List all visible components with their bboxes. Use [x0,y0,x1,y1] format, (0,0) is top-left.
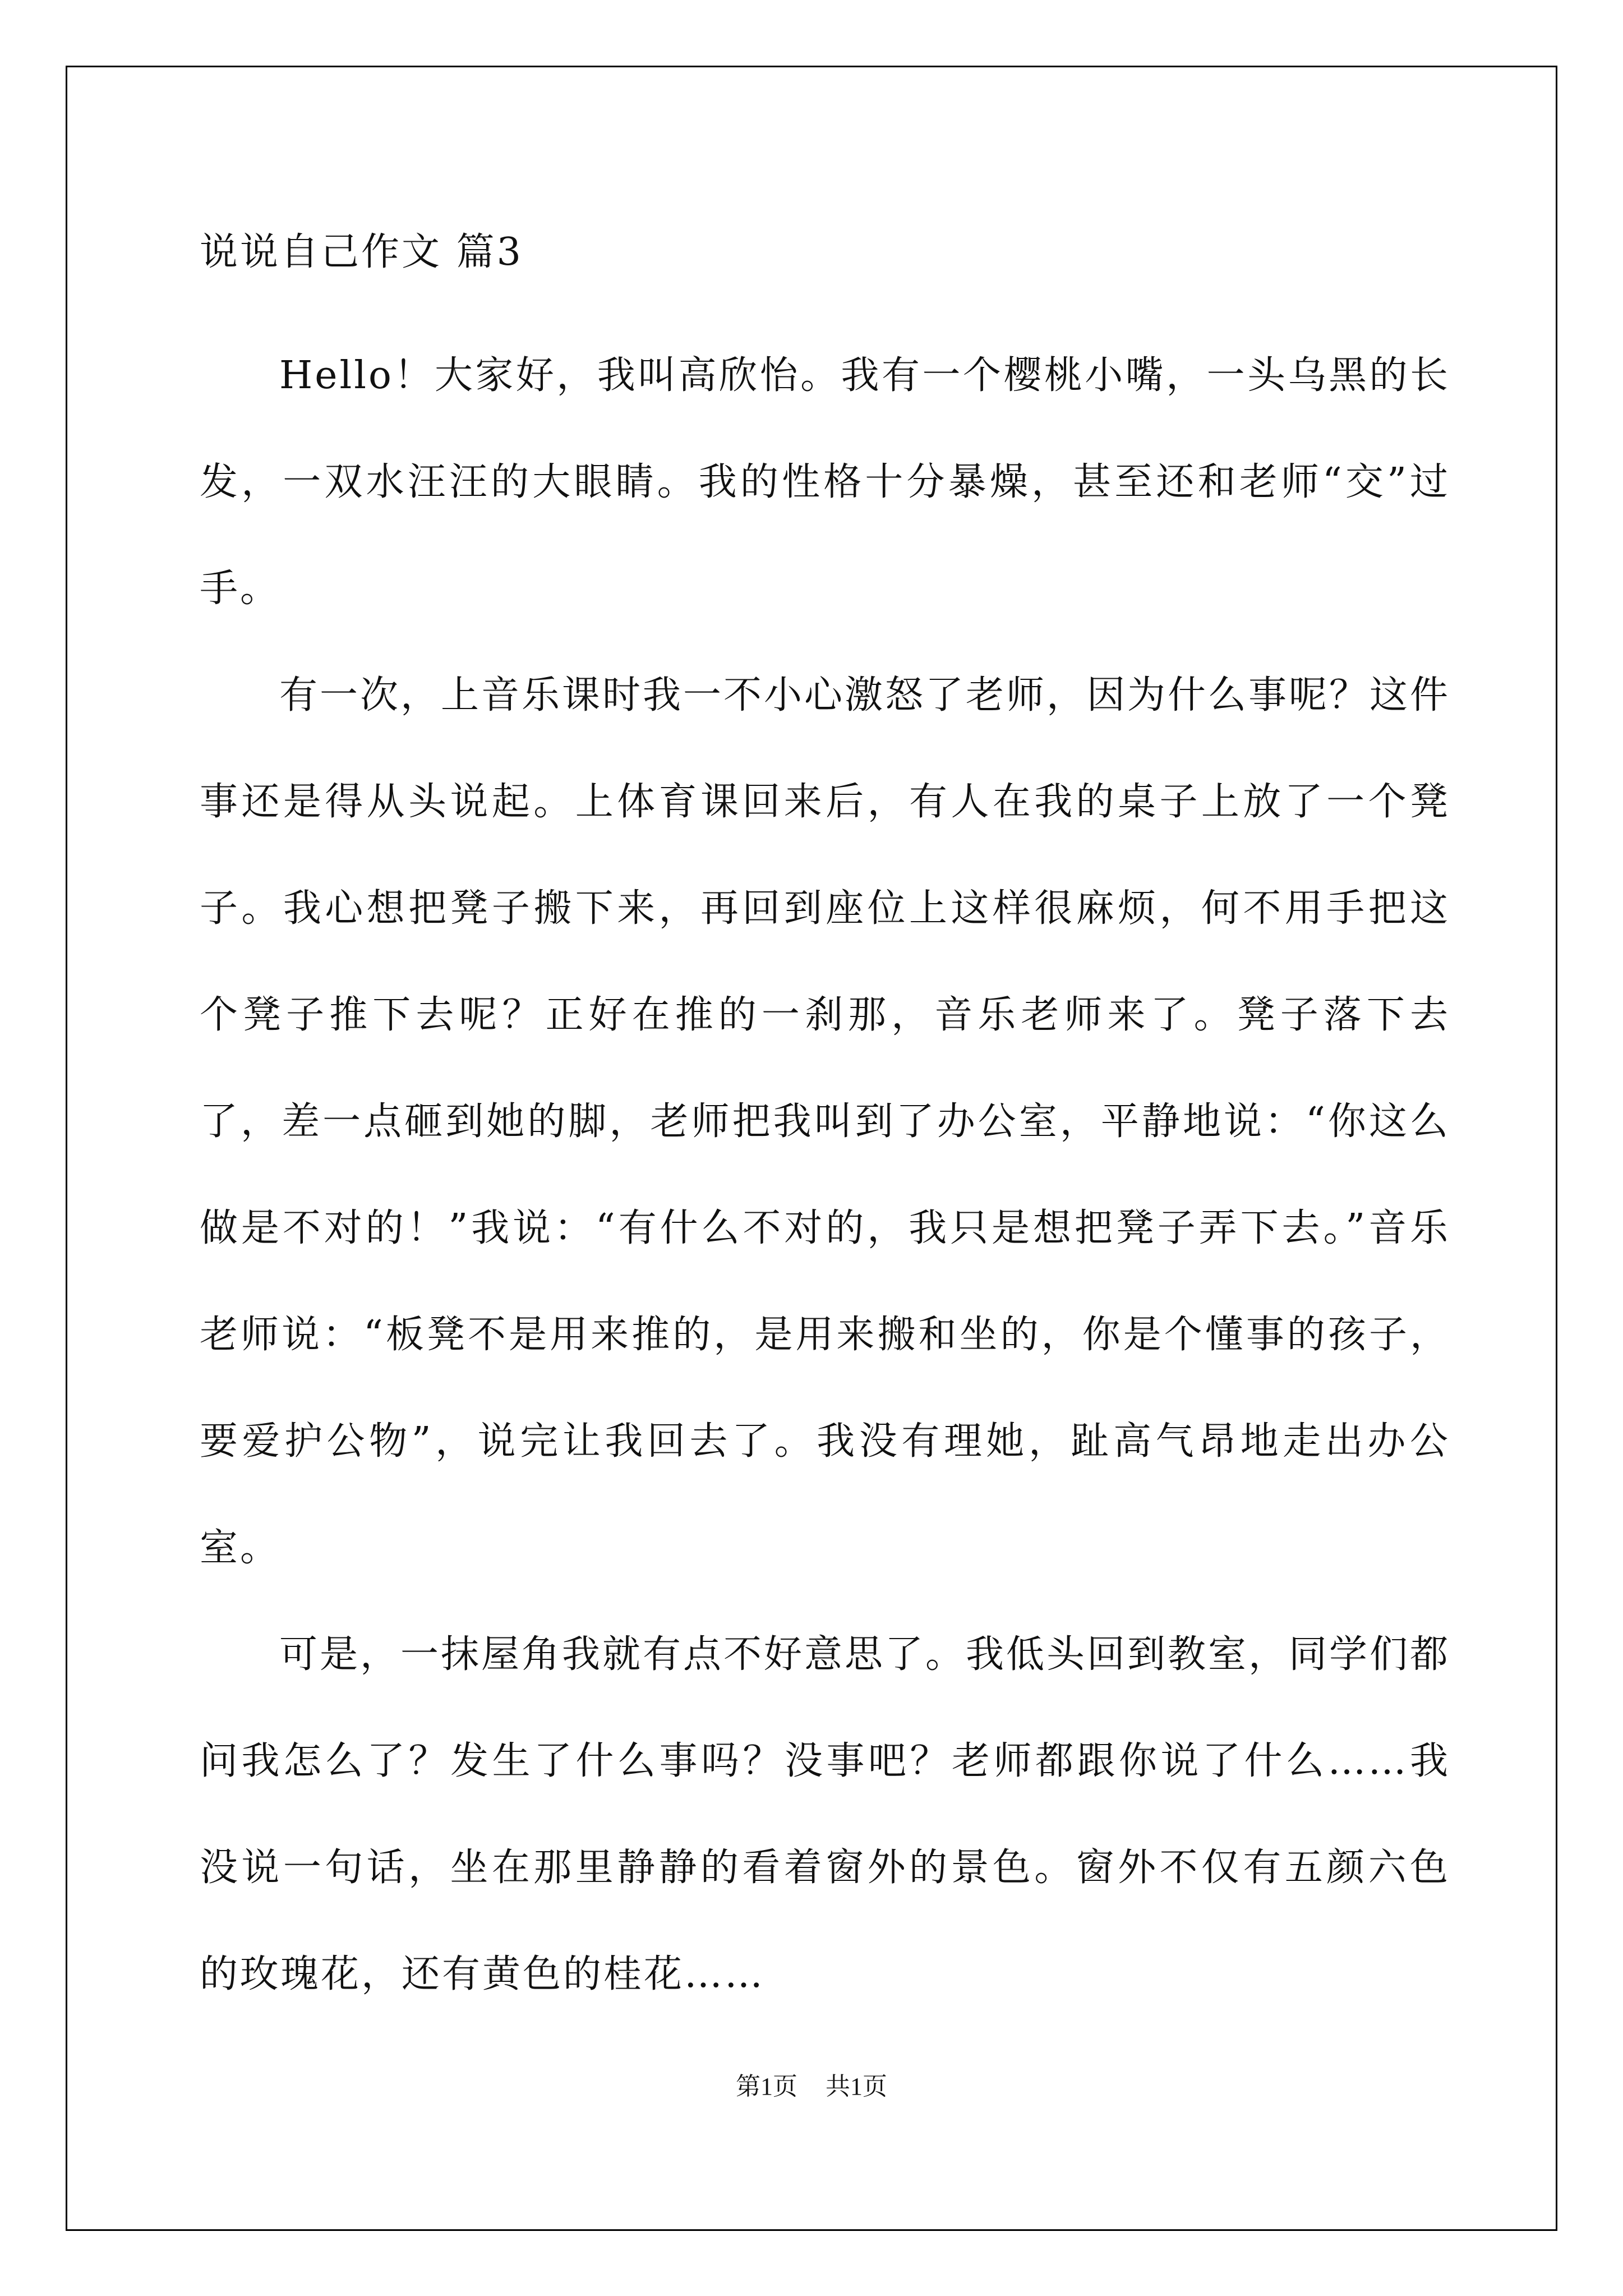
document-body [200,216,1450,2028]
page-footer [0,2070,1623,2104]
document-title: 说说自己作文 篇3 [200,230,523,274]
paragraph-1: Hello！大家好，我叫高欣怡。我有一个樱桃小嘴，一头乌黑的长发，一双水汪汪的大眼睛。我的性格十分暴燥，甚至还和老师“交”过手。 [200,353,1450,611]
paragraph-2: 有一次，上音乐课时我一不小心激怒了老师，因为什么事呢？这件事还是得从头说起。上体育课回来后，有人在我的桌子上放了一个凳子。我心想把凳子搬下来，再回到座位上这样很麻烦，何不用手把这个凳子推下去呢？正好在推的一刹那，音乐老师来了。凳子落下去了，差一点砸到她的脚，老师把我叫到了办公室，平静地说：“你这么做是不对的！”我说：“有什么不对的，我只是想把凳子弄下去。”音乐老师说：“板凳不是用来推的，是用来搬和坐的，你是个懂事的孩子，要爱护公物”，说完让我回去了。我没有理她，趾高气昂地走出办公室。 [200,673,1451,1570]
paragraph-3: 可是，一抹屋角我就有点不好意思了。我低头回到教室，同学们都问我怎么了？发生了什么事吗？没事吧？老师都跟你说了什么……我没说一句话，坐在那里静静的看着窗外的景色。窗外不仅有五颜六色的玫瑰花，还有黄色的桂花…… [200,1632,1451,1996]
page-number-total: 共1页 [826,2073,887,2100]
page-number-current: 第1页 [736,2073,797,2100]
